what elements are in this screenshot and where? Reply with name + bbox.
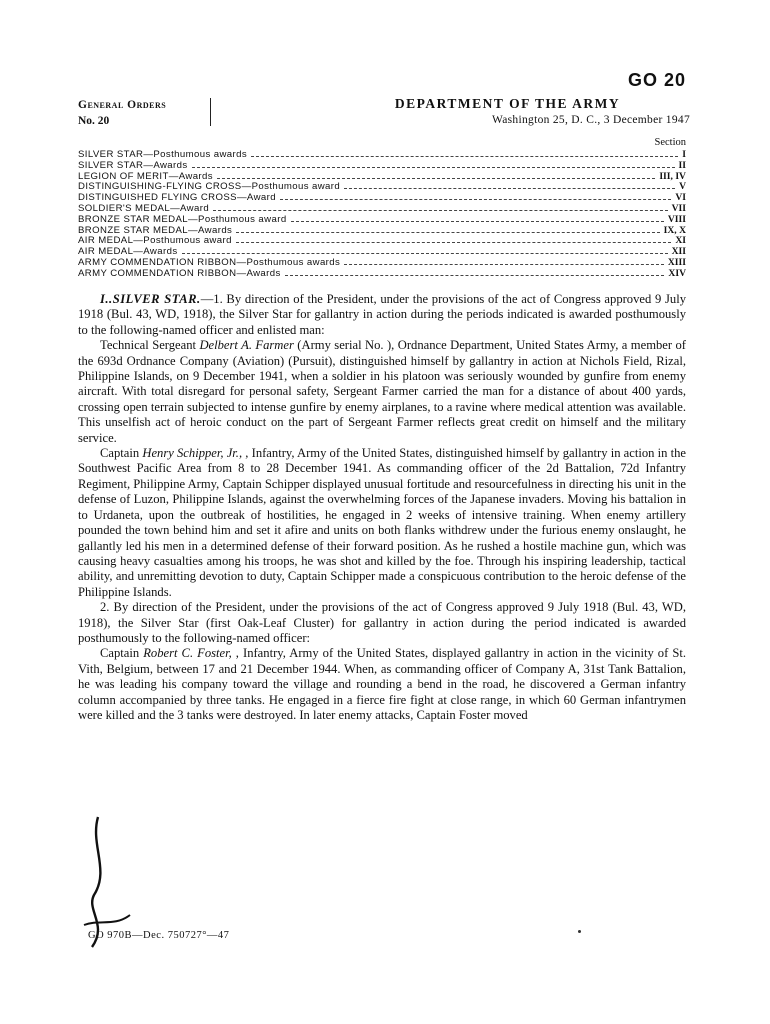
go-number: GO 20 bbox=[627, 70, 686, 90]
toc-entry-title: AIR MEDAL—Awards bbox=[78, 246, 178, 258]
person-name: Henry Schipper, Jr., bbox=[142, 446, 243, 461]
toc-leader-dots bbox=[280, 198, 671, 200]
toc-leader-dots bbox=[217, 177, 655, 179]
paragraph-text: , Infantry, Army of the United States, distinguished himself by gallantry in action in the Southwest Pacific Area from 8 to 28 December 1941. As commanding officer of the 2d Battalion, 72d Infantry Regiment, Philippine Army, Captain Schipper displayed unusual fortitude and resourcefulness in directing his unit in the defense of Luzon, Philippine Islands, against the overwhelming forces of the Japanese invaders. Moving his battalion in to Urdaneta, upon the outbreak of hostilities, he engaged in 2 weeks of intensive training. When enemy artillery pounded the town behind him and set it afire and units on both flanks withdrew under the furious enemy onslaught, he gallantly led his men in a determined defense of their forward position. As he rushed a hostile machine gun, which was causing heavy casualties among his troops, he was shot and killed by the foe. Through his inspiring leadership, tactical ability, and unremitting devotion to duty, Captain Schipper made a conspicuous contribution to the heroic defense of the Philippine Islands. bbox=[78, 446, 686, 599]
paragraph-text: 2. By direction of the President, under the provisions of the act of Congress approved 9 July 1918 (Bul. 43, WD, 1918), the Silver Star (first Oak-Leaf Cluster) for gallantry in action during the period indicated is awarded posthumously to the following-named officer: bbox=[78, 600, 686, 645]
paragraph-section-2 bbox=[78, 600, 686, 646]
toc-leader-dots bbox=[236, 241, 671, 243]
location-date: Washington 25, D. C., 3 December 1947 bbox=[492, 114, 690, 126]
toc-entry-section: XII bbox=[671, 246, 686, 258]
section-column-label: Section bbox=[654, 137, 686, 148]
toc-entry-title: DISTINGUISHED FLYING CROSS—Award bbox=[78, 192, 276, 204]
table-of-contents bbox=[78, 150, 686, 280]
toc-entry-section: XIII bbox=[667, 256, 686, 268]
paragraph-text: (Army serial No. ), Ordnance Department, United States Army, a member of the 693d Ordnance Company (Aviation) (Pursuit), distinguished himself by gallantry in action at Nichols Field, Rizal, Philippine Islands, on 9 December 1941, when a soldier in his platoon was seriously wounded by gunfire from enemy aircraft. With total disregard for personal safety, Sergeant Farmer carried the man for a distance of about 400 yards, crossing open terrain subjected to intense gunfire by enemy airplanes, to a ravine where medical attention was available. This unselfish act of heroic conduct on the part of Sergeant Farmer reflects great credit on himself and the military service. bbox=[78, 338, 686, 445]
paragraph-section-1 bbox=[78, 292, 686, 338]
toc-entry-section: IX, X bbox=[663, 224, 686, 236]
speck bbox=[578, 930, 581, 933]
toc-entry-title: ARMY COMMENDATION RIBBON—Awards bbox=[78, 267, 281, 279]
toc-leader-dots bbox=[236, 231, 659, 233]
general-orders-label bbox=[78, 97, 166, 129]
rank-text: Captain bbox=[100, 646, 144, 661]
toc-leader-dots bbox=[344, 263, 664, 265]
toc-entry-section: VII bbox=[671, 202, 686, 214]
toc-leader-dots bbox=[182, 252, 668, 254]
paragraph-farmer bbox=[78, 338, 686, 446]
toc-entry bbox=[78, 269, 686, 280]
toc-entry-section: VI bbox=[675, 192, 686, 204]
order-number: No. 20 bbox=[78, 115, 110, 127]
toc-entry-title: BRONZE STAR MEDAL—Awards bbox=[78, 224, 233, 236]
rank-text: Captain bbox=[100, 446, 143, 461]
toc-entry-title: SOLDIER'S MEDAL—Award bbox=[78, 202, 210, 214]
toc-entry-title: LEGION OF MERIT—Awards bbox=[78, 170, 213, 182]
toc-entry bbox=[78, 215, 686, 226]
person-name: Robert C. Foster, bbox=[143, 646, 232, 661]
toc-leader-dots bbox=[291, 220, 664, 222]
person-name: Delbert A. Farmer bbox=[199, 338, 294, 353]
toc-leader-dots bbox=[251, 155, 678, 157]
toc-leader-dots bbox=[213, 209, 668, 211]
department-title: DEPARTMENT OF THE ARMY bbox=[394, 96, 621, 111]
toc-entry-section: XIV bbox=[668, 267, 686, 279]
toc-leader-dots bbox=[344, 187, 675, 189]
toc-leader-dots bbox=[285, 274, 665, 276]
paragraph-schipper bbox=[78, 446, 686, 600]
toc-entry bbox=[78, 161, 686, 172]
toc-entry-section: I bbox=[682, 149, 686, 160]
paragraph-text: , Infantry, Army of the United States, displayed gallantry in action in the vicinity of St. Vith, Belgium, between 17 and 21 December 1944. When, as commanding officer of Company A, 31st Tank Battalion, he was leading his company toward the village and rounding a bend in the road, he discovered a German infantry column accompanied by three tanks. He engaged in a fierce fire fight at close range, in which 60 German infantrymen were killed and the 3 tanks were destroyed. In later enemy attacks, Captain Foster moved bbox=[78, 646, 686, 722]
toc-entry-section: VIII bbox=[667, 213, 686, 225]
paragraph-text: —1. By direction of the President, under the provisions of the act of Congress approved 9 July 1918 (Bul. 43, WD, 1918), the Silver Star for gallantry in action during the periods indicated is awarded posthumously to the following-named officer and enlisted man: bbox=[78, 292, 686, 337]
toc-entry-section: XI bbox=[675, 235, 686, 247]
toc-leader-dots bbox=[192, 166, 675, 168]
orders-body bbox=[78, 292, 686, 723]
paragraph-foster bbox=[78, 646, 686, 723]
toc-entry-title: SILVER STAR—Awards bbox=[78, 159, 188, 171]
toc-entry-title: AIR MEDAL—Posthumous award bbox=[78, 235, 232, 247]
print-code: GO 970B—Dec. 750727°—47 bbox=[88, 930, 230, 941]
toc-entry-section: II bbox=[678, 159, 686, 171]
toc-entry-title: SILVER STAR—Posthumous awards bbox=[78, 149, 248, 160]
toc-entry-section: III, IV bbox=[659, 170, 686, 182]
order-label-text: General Orders bbox=[78, 99, 167, 111]
toc-entry-title: DISTINGUISHING-FLYING CROSS—Posthumous award bbox=[78, 181, 341, 193]
rank-text: Technical Sergeant bbox=[100, 338, 200, 353]
section-heading: I..SILVER STAR. bbox=[100, 292, 201, 306]
bracket-mark bbox=[210, 98, 217, 126]
toc-entry-section: V bbox=[679, 181, 686, 193]
toc-entry-title: BRONZE STAR MEDAL—Posthumous award bbox=[78, 213, 287, 225]
toc-entry-title: ARMY COMMENDATION RIBBON—Posthumous awards bbox=[78, 256, 341, 268]
